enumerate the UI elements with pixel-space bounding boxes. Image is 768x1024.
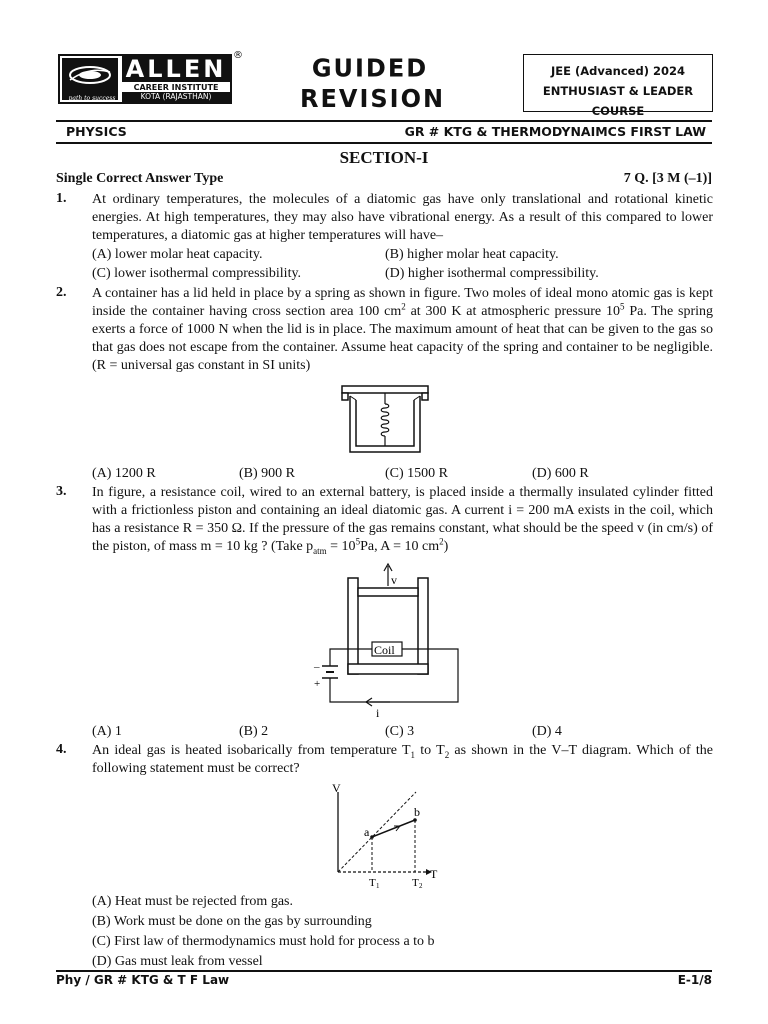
v-axis-label: V	[332, 782, 341, 795]
q2-text-part: A container has a lid held in place by a spring as shown in figure. Two moles of ideal mono atomic gas is kept inside the container having cross section area 100 cm	[92, 286, 713, 319]
course-line-2: ENTHUSIAST & LEADER COURSE	[542, 84, 694, 118]
question-4-number: 4.	[56, 742, 67, 757]
q4-text-part: An ideal gas is heated isobarically from temperature T	[92, 743, 411, 758]
question-4-option-b: (B) Work must be done on the gas by surrounding	[92, 914, 372, 929]
battery-minus-label: –	[314, 661, 320, 673]
point-a-label: a	[364, 825, 370, 839]
footer-divider	[56, 970, 712, 972]
question-2-option-d: (D) 600 R	[532, 466, 589, 481]
q2-sup-area: 2	[401, 301, 406, 312]
spring-container-figure	[340, 380, 430, 458]
marks-label: 7 Q. [3 M (–1)]	[623, 171, 712, 186]
answer-type-label: Single Correct Answer Type	[56, 171, 224, 186]
header-divider	[56, 120, 712, 122]
question-3-text	[92, 484, 713, 556]
question-1-option-d: (D) higher isothermal compressibility.	[385, 266, 599, 281]
question-4-option-d: (D) Gas must leak from vessel	[92, 954, 263, 969]
question-3-option-c: (C) 3	[385, 724, 415, 739]
question-1-option-c: (C) lower isothermal compressibility.	[92, 266, 302, 281]
question-4-option-a: (A) Heat must be rejected from gas.	[92, 894, 293, 909]
question-2-option-a: (A) 1200 R	[92, 466, 156, 481]
q3-text-part: = 10	[326, 539, 356, 554]
question-2-text	[92, 285, 713, 375]
t2-subscript: 2	[419, 882, 423, 890]
q4-text-part: as shown in the V–T diagram. Which of the following statement must be correct?	[92, 743, 713, 776]
q2-text-part: Pa. The spring exerts a force of 1000 N when the lid is in place. The maximum amount of heat that can be given to the gas so that gas does not escape from the container. Assume heat capacity of the spring and container to be negligible. (R = universal gas constant in SI units)	[92, 304, 713, 373]
title-line-1: GUIDED	[311, 53, 429, 83]
q4-sub-t2: 2	[444, 749, 450, 760]
q2-text-part: at 300 K at atmospheric pressure 10	[405, 304, 620, 319]
t-axis-label: T	[430, 867, 438, 881]
question-3-option-b: (B) 2	[239, 724, 269, 739]
title-line-2: REVISION	[300, 84, 446, 114]
topic-label: GR # KTG & THERMODYNAIMCS FIRST LAW	[404, 124, 706, 139]
question-2-option-b: (B) 900 R	[239, 466, 295, 481]
question-1-option-a: (A) lower molar heat capacity.	[92, 247, 263, 262]
battery-plus-label: +	[314, 678, 321, 690]
q3-sup-area: 2	[439, 536, 444, 547]
q3-sub-atm: atm	[313, 545, 327, 556]
logo-tagline: path to success	[68, 95, 116, 102]
question-3-number: 3.	[56, 484, 67, 499]
footer-left: Phy / GR # KTG & T F Law	[56, 973, 230, 987]
q3-text-part: Pa, A = 10 cm	[360, 539, 440, 554]
logo-emblem	[62, 58, 118, 100]
t2-label: T	[412, 877, 419, 889]
question-1-number: 1.	[56, 191, 67, 206]
v-t-diagram	[320, 782, 450, 892]
q4-text-part: to T	[415, 743, 445, 758]
course-box	[523, 54, 713, 118]
question-2-option-c: (C) 1500 R	[385, 466, 448, 481]
question-1-option-b: (B) higher molar heat capacity.	[385, 247, 559, 262]
q3-text-part: )	[443, 539, 449, 554]
current-label: i	[376, 706, 380, 720]
registered-mark: ®	[233, 50, 243, 61]
logo-name: ALLEN	[122, 56, 230, 82]
piston-cylinder-figure	[310, 562, 460, 722]
logo-location: KOTA (RAJASTHAN)	[122, 92, 230, 102]
question-2-number: 2.	[56, 285, 67, 300]
course-line-1: JEE (Advanced) 2024	[551, 64, 685, 78]
logo-subtitle: CAREER INSTITUTE	[133, 83, 219, 92]
question-3-option-a: (A) 1	[92, 724, 122, 739]
point-b-label: b	[414, 805, 420, 819]
q4-sub-t1: 1	[410, 749, 415, 760]
q2-sup-pressure: 5	[619, 301, 625, 312]
t1-label: T	[369, 877, 376, 889]
section-title: SECTION-I	[339, 148, 429, 167]
question-4-option-c: (C) First law of thermodynamics must hold for process a to b	[92, 934, 435, 949]
question-1-text: At ordinary temperatures, the molecules of a diatomic gas have only translational and rotational kinetic energies. At high temperatures, they may also have vibrational energy. As a result of this compared to lower temperatures, a diatomic gas at higher temperatures will have–	[92, 192, 713, 243]
page-number: E-1/8	[677, 973, 712, 987]
page-title	[300, 53, 446, 115]
velocity-label: v	[391, 573, 397, 587]
q3-text-part: In figure, a resistance coil, wired to an external battery, is placed inside a thermally insulated cylinder fitted with a frictionless piston and containing an ideal diatomic gas. A current i = 200 mA exists in the coil, which has a resistance R = 350 Ω. If the pressure of the gas remains constant, what should be the speed v (in cm/s) of the piston, of mass m = 10 kg ? (Take p	[92, 485, 713, 554]
q3-sup-pressure: 5	[355, 536, 361, 547]
subject-label: PHYSICS	[66, 124, 127, 139]
logo-emblem-icon	[62, 58, 118, 92]
allen-logo	[58, 54, 232, 104]
subheader-divider	[56, 142, 712, 144]
t1-subscript: 1	[376, 882, 380, 890]
question-3-option-d: (D) 4	[532, 724, 562, 739]
question-4-text	[92, 742, 713, 778]
coil-label: Coil	[374, 643, 395, 657]
